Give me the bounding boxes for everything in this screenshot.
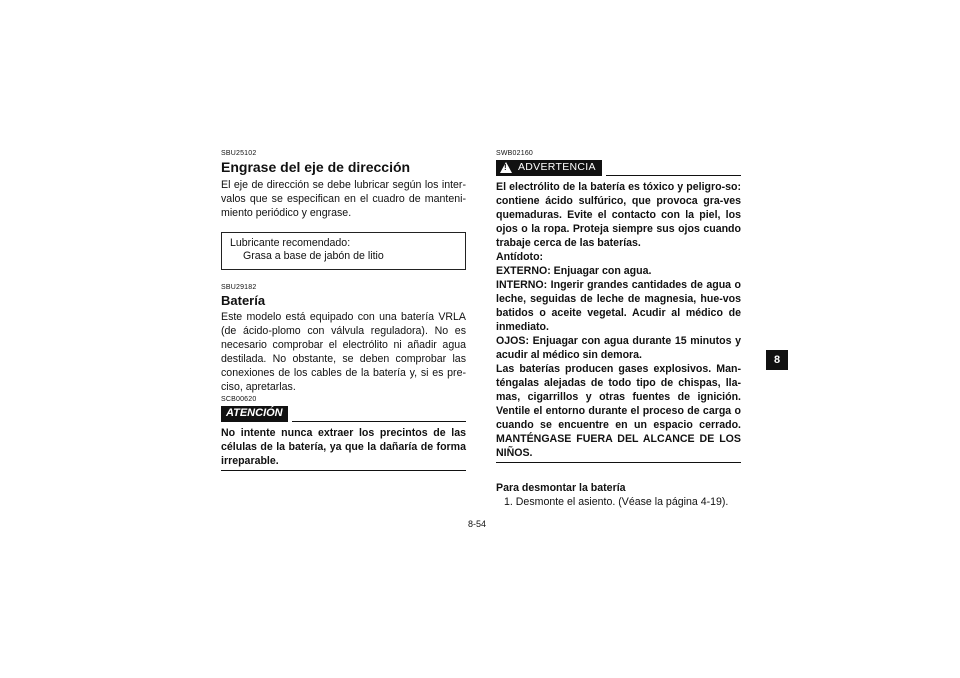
battery-body: Este modelo está equipado con una batería VRLA (de ácido-plomo con válvula reguladora). No es necesario comprobar el electrólito ni añadir agua destilada. No obstante, se deben comprobar las conexiones de los cables de la batería y, si es pre-ciso, apretarlas. <box>221 311 466 393</box>
steering-body: El eje de dirección se debe lubricar según los inter-valos que se especifican en el cuadro de manteni-miento periódico y engrase. <box>221 179 466 219</box>
caution-text: No intente nunca extraer los precintos de las células de la batería, ya que la dañaría de forma irreparable. <box>221 427 466 467</box>
warning-line: OJOS: Enjuagar con agua durante 15 minutos y acudir al médico sin demora. <box>496 335 741 361</box>
caution-label: ATENCIÓN <box>221 406 288 422</box>
section-code: SBU29182 <box>221 284 257 291</box>
caution-bottom-rule <box>221 470 466 471</box>
lubricant-box <box>221 232 466 270</box>
warning-line: El electrólito de la batería es tóxico y peligro-so: contiene ácido sulfúrico, que provoca gra-ves quemaduras. Evite el contacto con la piel, los ojos o la ropa. Proteja siempre sus ojos cuando trabaje cerca de las baterías. <box>496 181 741 249</box>
warning-line: INTERNO: Ingerir grandes cantidades de agua o leche, seguidas de leche de magnesia, hue-vos batidos o aceite vegetal. Acudir al médico de inmediato. <box>496 279 741 333</box>
section-title-steering: Engrase del eje de dirección <box>221 159 411 175</box>
section-title-battery: Batería <box>221 293 266 308</box>
section-code: SBU25102 <box>221 150 257 157</box>
warning-text <box>496 180 741 460</box>
warning-line: EXTERNO: Enjuagar con agua. <box>496 265 652 277</box>
warning-label: ADVERTENCIA <box>518 161 596 173</box>
remove-battery-title: Para desmontar la batería <box>496 482 626 494</box>
warning-rule <box>606 175 741 176</box>
warning-line: Antídoto: <box>496 251 544 263</box>
chapter-tab: 8 <box>766 350 788 370</box>
caution-code: SCB00620 <box>221 396 257 403</box>
warning-triangle-icon: ! <box>500 162 512 173</box>
page-number: 8-54 <box>468 519 487 529</box>
warning-code: SWB02160 <box>496 150 534 157</box>
warning-line: Las baterías producen gases explosivos. Man-téngalas alejadas de todo tipo de chispas, lla-mas, cigarrillos y otras fuentes de ignición. Ventile el entorno durante el proceso de carga o cuando se encuentre en un espacio cerrado. MANTÉNGASE FUERA DEL ALCANCE DE LOS NIÑOS. <box>496 363 741 459</box>
lubricant-label: Lubricante recomendado: <box>230 237 351 249</box>
remove-step-1: 1. Desmonte el asiento. (Véase la página 4-19). <box>504 496 729 508</box>
warning-bottom-rule <box>496 462 741 463</box>
caution-header <box>221 406 466 422</box>
caution-rule <box>292 421 466 422</box>
right-column <box>496 150 741 509</box>
left-column <box>221 150 466 471</box>
lubricant-value: Grasa a base de jabón de litio <box>243 250 384 262</box>
warning-header <box>496 160 741 176</box>
warning-badge <box>496 160 602 176</box>
